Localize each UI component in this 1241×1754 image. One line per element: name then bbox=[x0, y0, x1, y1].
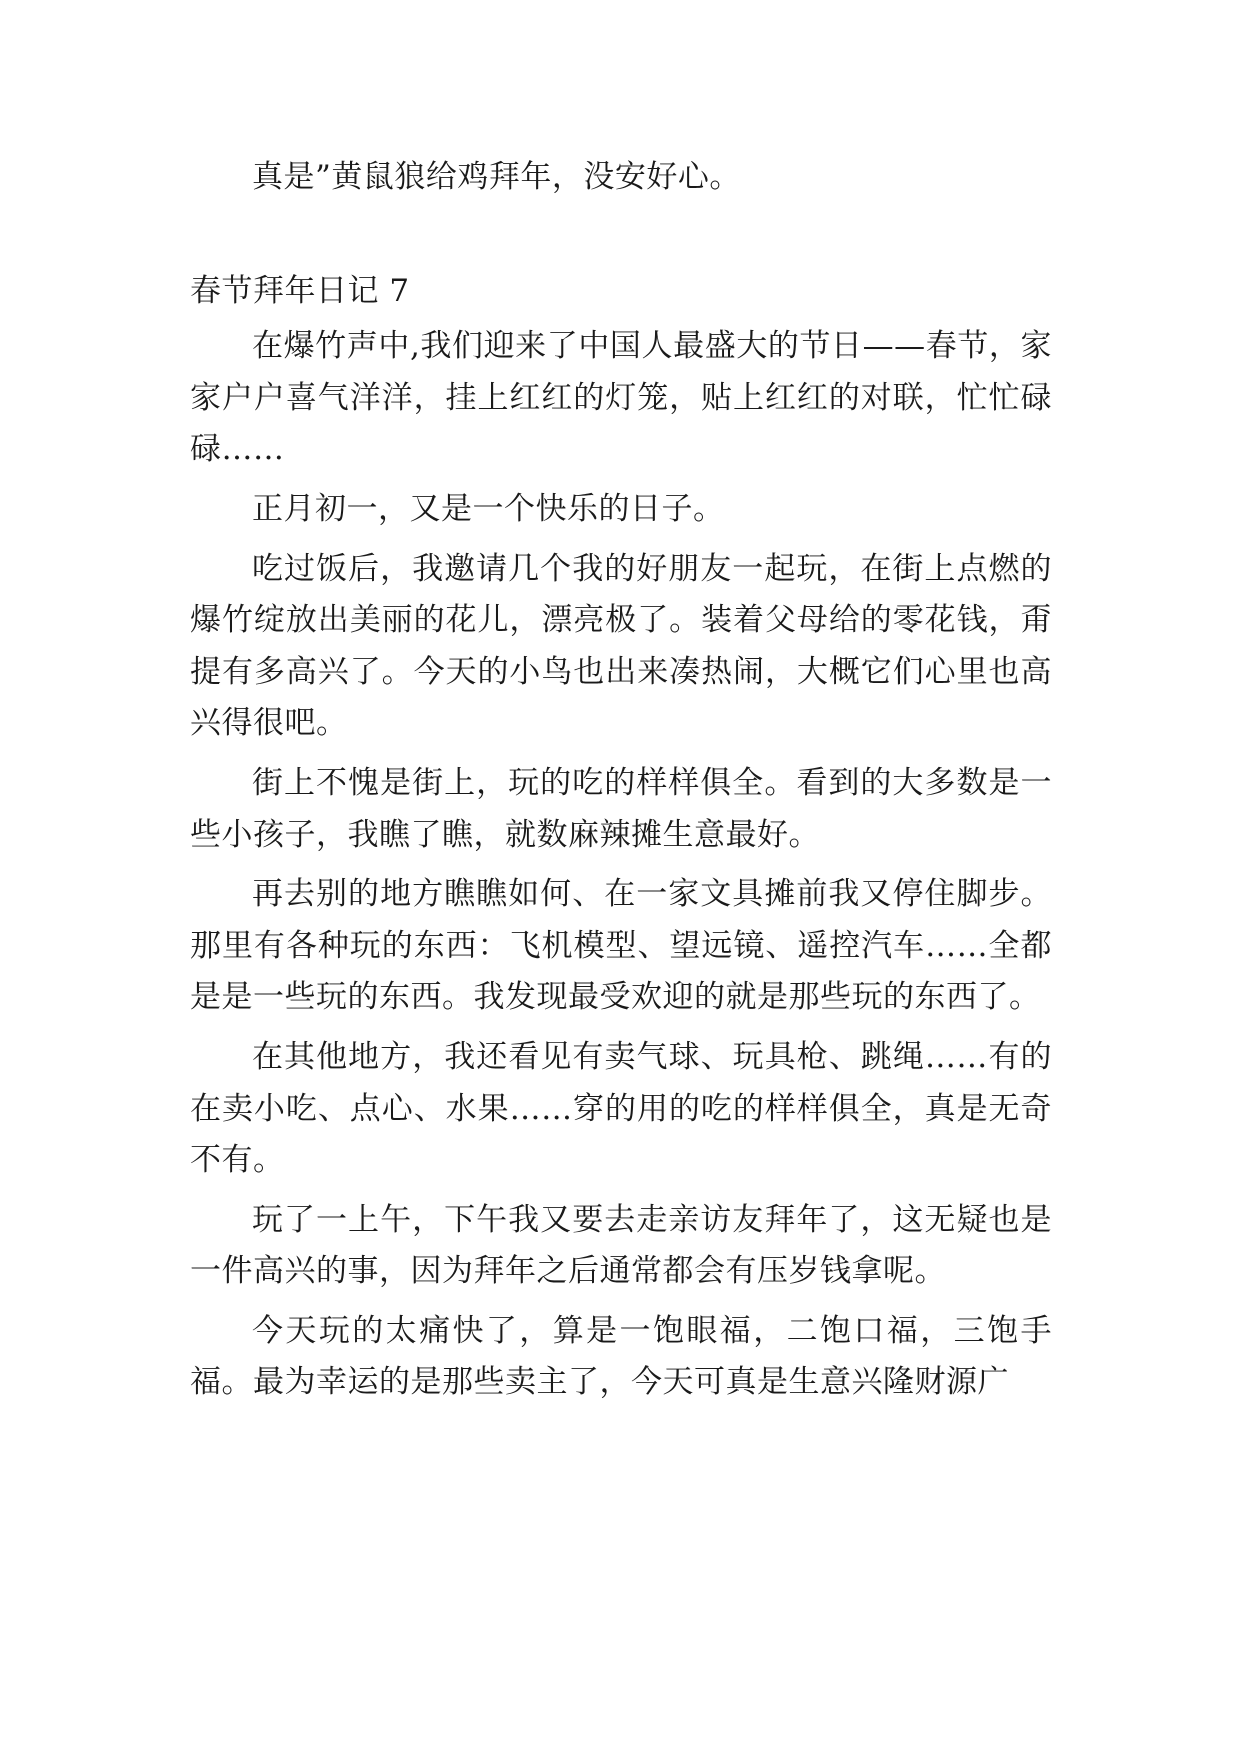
document-body bbox=[190, 152, 1052, 1417]
paragraph-7: 玩了一上午，下午我又要去走亲访友拜年了，这无疑也是一件高兴的事，因为拜年之后通常都会有压岁钱拿呢。 bbox=[190, 1201, 1052, 1290]
opening-paragraph: 真是”黄鼠狼给鸡拜年，没安好心。 bbox=[252, 159, 741, 195]
paragraph-8: 今天玩的太痛快了，算是一饱眼福，二饱口福，三饱手福。最为幸运的是那些卖主了，今天可真是生意兴隆财源广 bbox=[190, 1312, 1052, 1401]
paragraph-1: 在爆竹声中,我们迎来了中国人最盛大的节日——春节，家家户户喜气洋洋，挂上红红的灯笼，贴上红红的对联，忙忙碌碌…… bbox=[190, 328, 1052, 468]
paragraph-2: 正月初一，又是一个快乐的日子。 bbox=[252, 490, 725, 527]
paragraph-5: 再去别的地方瞧瞧如何、在一家文具摊前我又停住脚步。那里有各种玩的东西：飞机模型、望远镜、遥控汽车……全都是是一些玩的东西。我发现最受欢迎的就是那些玩的东西了。 bbox=[190, 876, 1052, 1016]
paragraph-3: 吃过饭后，我邀请几个我的好朋友一起玩，在街上点燃的爆竹绽放出美丽的花儿，漂亮极了。装着父母给的零花钱，甭提有多高兴了。今天的小鸟也出来凑热闹，大概它们心里也高兴得很吧。 bbox=[190, 550, 1052, 742]
paragraph-4: 街上不愧是街上，玩的吃的样样俱全。看到的大多数是一些小孩子，我瞧了瞧，就数麻辣摊生意最好。 bbox=[190, 764, 1052, 853]
section-title: 春节拜年日记 7 bbox=[190, 272, 410, 309]
paragraph-6: 在其他地方，我还看见有卖气球、玩具枪、跳绳……有的在卖小吃、点心、水果……穿的用的吃的样样俱全，真是无奇不有。 bbox=[190, 1038, 1052, 1179]
